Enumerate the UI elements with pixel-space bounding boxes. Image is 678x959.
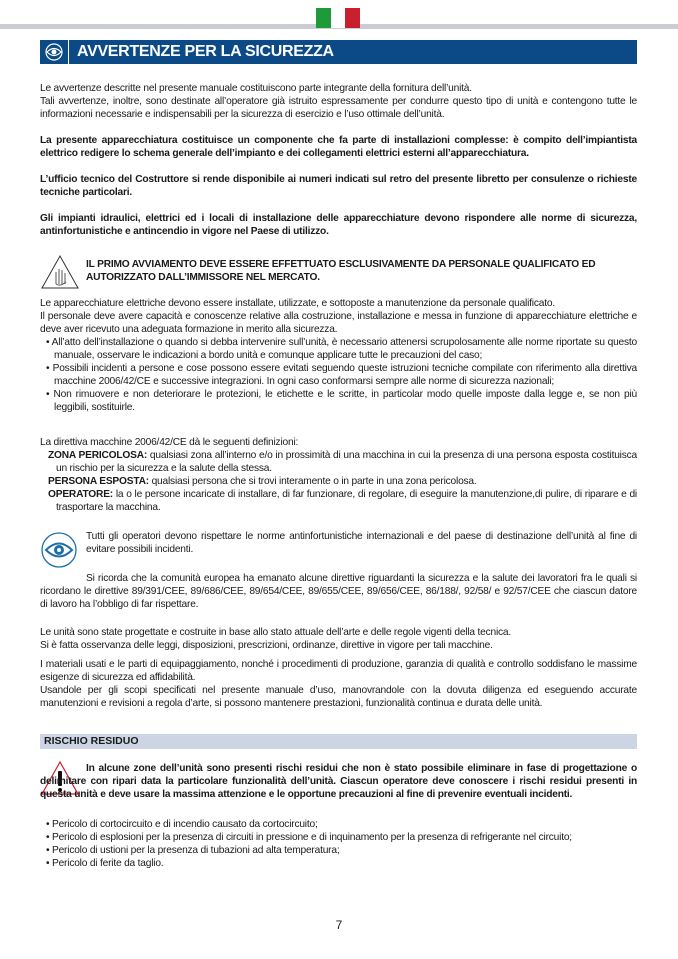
paragraph: Tali avvertenze, inoltre, sono destinate all’operatore già istruito espressamente per condurre questo tipo di unità e contengono tutte le informazioni necessarie e indispensabili per la sicurezza di esercizio e l’uso ottimale dell’unità. — [40, 96, 637, 120]
section-header — [40, 40, 637, 64]
list-item: • Pericolo di cortocircuito e di incendio causato da cortocircuito; — [40, 818, 637, 831]
paragraph: Si è fatta osservanza delle leggi, disposizioni, prescrizioni, ordinanze, direttive in vigore per tali macchine. — [40, 640, 493, 651]
term: OPERATORE: — [48, 489, 113, 500]
design-section — [40, 626, 637, 652]
definition: qualsiasi persona che si trovi interamente o in parte in una zona pericolosa. — [148, 476, 477, 487]
term: PERSONA ESPOSTA: — [48, 476, 149, 487]
eu-directives-note: Si ricorda che la comunità europea ha emanato alcune direttive riguardanti la sicurezza e la salute dei lavoratori fra le quali si ricordano le direttive 89/391/CEE, 89/686/CEE, 89/654/CEE, 89/655/CEE, 89/656/CEE, 86/188/, 92/58/ e 92/57/CEE che ciascun datore di lavoro ha l’obbligo di far rispettare. — [40, 573, 637, 610]
paragraph: Usandole per gli scopi specificati nel presente manuale d’uso, manovrandole con la dovuta diligenza ed eseguendo accurate manutenzioni e revisioni a regola d’arte, si possono mantenere prestazioni, funzionalità continua e durata delle unità. — [40, 685, 637, 709]
paragraph: I materiali usati e le parti di equipaggiamento, nonché i procedimenti di produzione, garanzia di qualità e controllo soddisfano le massime esigenze di sicurezza ed affidabilità. — [40, 659, 637, 683]
paragraph: Le unità sono state progettate e costruite in base allo stato attuale dell’arte e delle regole vigenti della tecnica. — [40, 627, 512, 638]
list-item: • Possibili incidenti a persone e cose possono essere evitati seguendo queste istruzioni tecniche compilate con riferimento alla direttiva macchine 2006/42/CE e successive integrazioni. In ogni caso conformarsi sempre alle norme di sicurezza nazionali; — [40, 362, 637, 388]
definition: la o le persone incaricate di installare, di far funzionare, di regolare, di eseguire la manutenzione,di pulire, di riparare e di trasportare la macchina. — [56, 489, 637, 513]
residual-risk-list — [40, 818, 637, 870]
intro — [40, 82, 637, 121]
residual-risk-text: In alcune zone dell’unità sono presenti rischi residui che non è stato possibile eliminare in fase di progettazione o delimitare con ripari data la particolare funzionalità dell’unità. Ciascun operatore deve conoscere i rischi residui presenti in questa unità e deve usare la massima attenzione e le opportune precauzioni al fine di prevenire eventuali incidenti. — [40, 763, 637, 800]
definition-item — [40, 449, 637, 475]
list-item: • Non rimuovere e non deteriorare le protezioni, le etichette e le scritte, in particolar modo quelle imposte dalla legge e, se non più leggibili, sostituirle. — [40, 388, 637, 414]
paragraph: Il personale deve avere capacità e conoscenze relative alla costruzione, installazione e messa in funzione di apparecchiature elettriche e deve aver ricevuto una adeguata formazione in merito alla sicurezza. — [40, 311, 637, 335]
eye-icon — [40, 40, 69, 64]
paragraph: L’ufficio tecnico del Costruttore si rende disponibile ai numeri indicati sul retro del presente libretto per consulenze o richieste tecniche particolari. — [40, 174, 637, 198]
list-item: • Pericolo di ustioni per la presenza di tubazioni ad alta temperatura; — [40, 844, 637, 857]
first-start-warning: IL PRIMO AVVIAMENTO DEVE ESSERE EFFETTUATO ESCLUSIVAMENTE DA PERSONALE QUALIFICATO ED AUTORIZZATO DALL’IMMISSORE NEL MERCATO. — [86, 259, 596, 283]
eye-note: Tutti gli operatori devono rispettare le norme antinfortunistiche internazionali e del paese di destinazione dell’unità al fine di evitare possibili incidenti. — [86, 531, 637, 555]
definition-item — [40, 475, 637, 488]
italian-flag-icon — [316, 8, 360, 28]
page-title: AVVERTENZE PER LA SICUREZZA — [77, 43, 334, 60]
paragraph: Le avvertenze descritte nel presente manuale costituiscono parte integrante della fornitura dell’unità. — [40, 83, 472, 94]
residual-risk-heading: RISCHIO RESIDUO — [40, 734, 637, 749]
electrical-section — [40, 297, 637, 414]
paragraph: La direttiva macchine 2006/42/CE dà le seguenti definizioni: — [40, 437, 299, 448]
definition-item — [40, 488, 637, 514]
term: ZONA PERICOLOSA: — [48, 450, 148, 461]
definitions — [40, 436, 637, 514]
list-item: • Pericolo di esplosioni per la presenza di circuiti in pressione e di inquinamento per la presenza di refrigerante nel circuito; — [40, 831, 637, 844]
paragraph: Gli impianti idraulici, elettrici ed i locali di installazione delle apparecchiature devono rispondere alle norme di sicurezza, antinfortunistiche e antincendio in vigore nel Paese di utilizzo. — [40, 213, 637, 237]
page-number: 7 — [335, 918, 343, 932]
paragraph: Le apparecchiature elettriche devono essere installate, utilizzate, e sottoposte a manutenzione da personale qualificato. — [40, 298, 555, 309]
list-item: • Pericolo di ferite da taglio. — [40, 857, 637, 870]
list-item: • All’atto dell’installazione o quando si debba intervenire sull’unità, è necessario attenersi scrupolosamente alle norme riportate su questo manuale, osservare le indicazioni a bordo unità e comunque applicare tutte le precauzioni del caso; — [40, 336, 637, 362]
definition: qualsiasi zona all’interno e/o in prossimità di una macchina in cui la presenza di una persona esposta costituisca un rischio per la sicurezza e la salute della stessa. — [56, 450, 637, 474]
paragraph: La presente apparecchiatura costituisce un componente che fa parte di installazioni complesse: è compito dell’impiantista elettrico redigere lo schema generale dell’impianto e dei collegamenti elettrici esterni all’apparecchiatura. — [40, 135, 637, 159]
